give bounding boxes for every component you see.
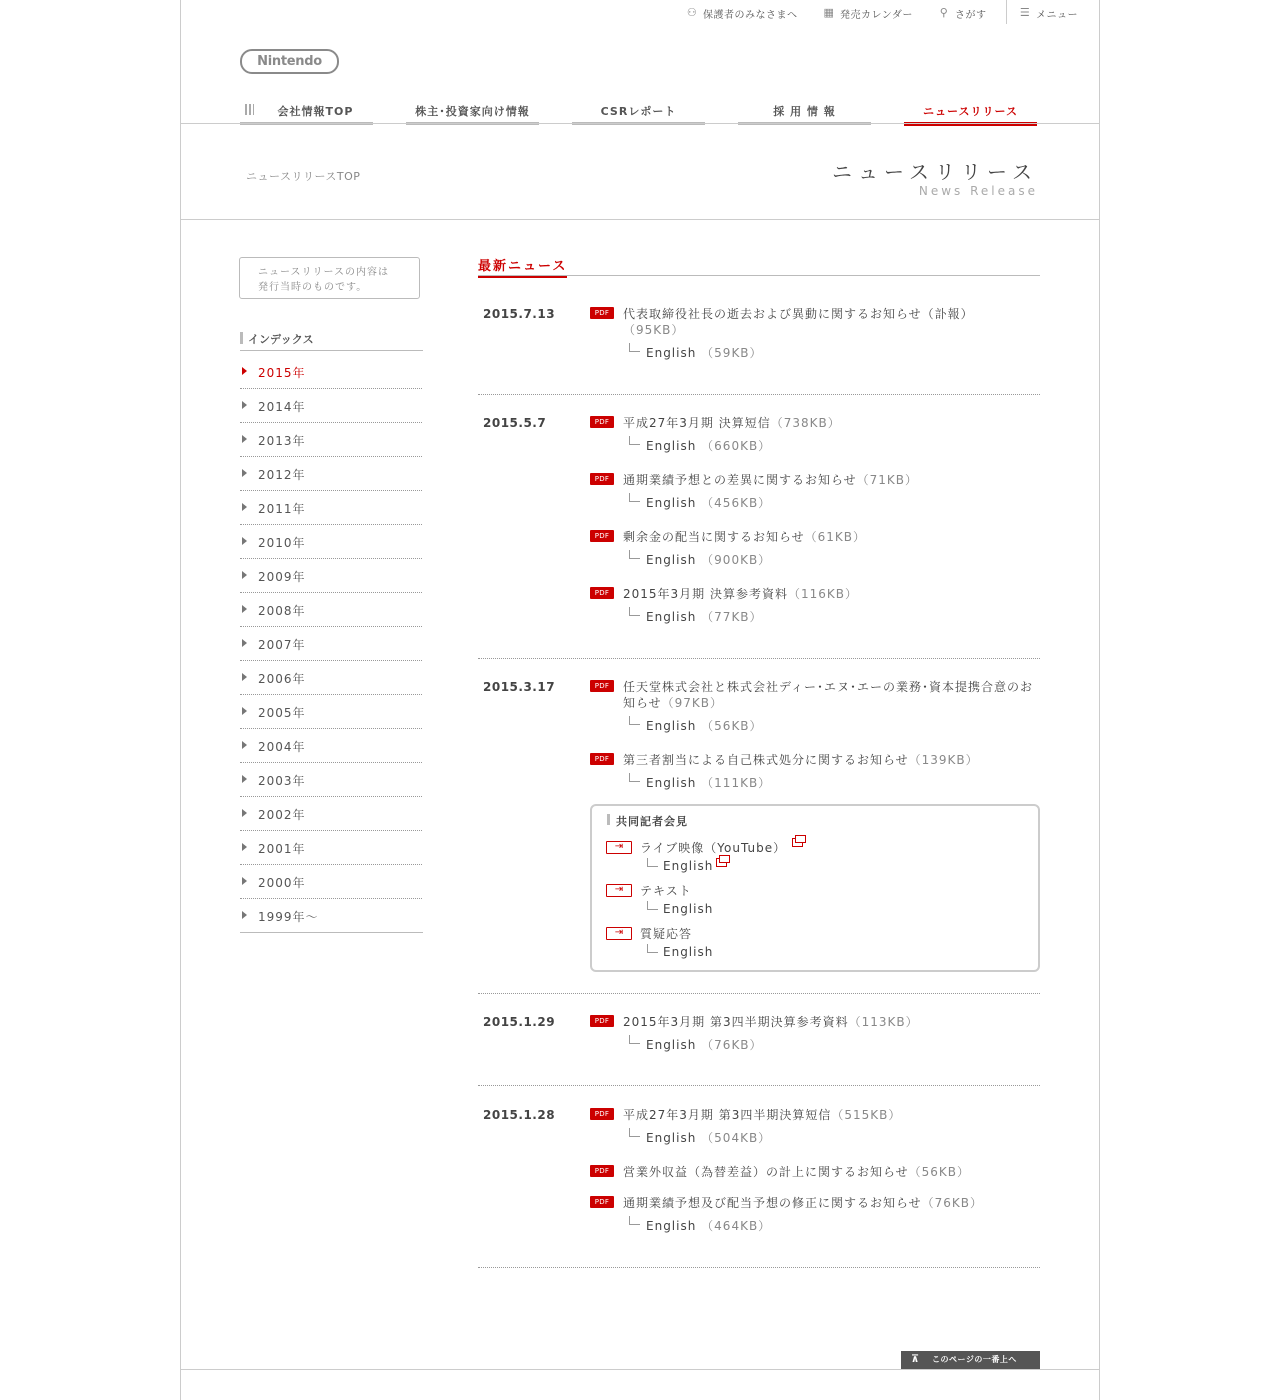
year-label: 2000年	[258, 876, 306, 890]
year-link-2008[interactable]	[240, 593, 422, 627]
file-size: （738KB）	[770, 416, 841, 430]
news-item-link[interactable]	[623, 415, 983, 431]
title-rule	[181, 219, 1099, 220]
file-size: （71KB）	[856, 473, 919, 487]
news-item-title: 第三者割当による自己株式処分に関するお知らせ	[623, 753, 909, 767]
pdf-icon: PDF	[590, 1108, 614, 1120]
english-link[interactable]	[646, 717, 763, 734]
index-heading-text: インデックス	[248, 333, 314, 346]
news-item-link[interactable]	[623, 679, 1035, 711]
header-rule	[181, 123, 1099, 124]
triangle-right-icon	[242, 707, 247, 715]
year-link-2003[interactable]	[240, 763, 422, 797]
news-item-title: 平成27年3月期 第3四半期決算短信	[623, 1108, 832, 1122]
file-size: （61KB）	[804, 530, 867, 544]
year-link-2009[interactable]	[240, 559, 422, 593]
pdf-icon: PDF	[590, 587, 614, 599]
pdf-icon: PDF	[590, 753, 614, 765]
english-link[interactable]	[646, 437, 771, 454]
year-link-1999[interactable]	[240, 899, 422, 933]
triangle-right-icon	[242, 605, 247, 613]
year-link-2002[interactable]	[240, 797, 422, 831]
sub-elbow	[647, 901, 658, 910]
year-label: 2014年	[258, 400, 306, 414]
year-label: 2011年	[258, 502, 306, 516]
guardians-label: 保護者のみなさまへ	[703, 9, 798, 21]
dotted-separator	[478, 394, 1040, 395]
year-link-2001[interactable]	[240, 831, 422, 865]
year-label: 2002年	[258, 808, 306, 822]
english-link[interactable]	[646, 551, 771, 568]
menu-label: メニュー	[1036, 9, 1078, 21]
pdf-icon: PDF	[590, 473, 614, 485]
pdf-icon: PDF	[590, 1165, 614, 1177]
external-window-icon	[716, 858, 727, 867]
year-link-2012[interactable]	[240, 457, 422, 491]
file-size: （76KB）	[701, 1038, 763, 1052]
year-label: 2015年	[258, 366, 306, 380]
english-label: English	[646, 496, 697, 510]
english-link[interactable]	[646, 344, 763, 361]
sub-elbow	[647, 858, 658, 867]
page-top-label: このページの一番上へ	[932, 1355, 1017, 1364]
year-label: 2005年	[258, 706, 306, 720]
triangle-right-icon	[242, 775, 247, 783]
year-label: 2004年	[258, 740, 306, 754]
index-heading	[240, 330, 423, 351]
triangle-right-icon	[242, 367, 247, 375]
guardians-link[interactable]	[686, 5, 798, 21]
news-item-title: 2015年3月期 決算参考資料	[623, 587, 788, 601]
file-size: （76KB）	[921, 1196, 984, 1210]
pdf-icon: PDF	[590, 1196, 614, 1208]
search-link[interactable]	[938, 5, 987, 21]
notice-line: 発行当時のものです。	[258, 282, 368, 293]
gnav-label: CSRレポート	[600, 105, 677, 118]
pdf-icon: PDF	[590, 530, 614, 542]
sub-elbow	[629, 1128, 640, 1137]
dotted-separator	[478, 1085, 1040, 1086]
dotted-separator	[478, 1267, 1040, 1268]
year-link-2006[interactable]	[240, 661, 422, 695]
sub-elbow	[629, 1035, 640, 1044]
menu-link[interactable]	[1019, 5, 1078, 21]
sub-elbow	[629, 343, 640, 352]
year-label: 2009年	[258, 570, 306, 584]
pdf-icon: PDF	[590, 1015, 614, 1027]
sub-elbow	[629, 1216, 640, 1225]
year-label: 2012年	[258, 468, 306, 482]
pdf-icon: PDF	[590, 416, 614, 428]
text-english-link[interactable]: English	[663, 902, 714, 916]
file-size: （660KB）	[701, 439, 772, 453]
live-video-link[interactable]	[640, 839, 803, 856]
file-size: （95KB）	[623, 323, 685, 337]
news-date: 2015.1.28	[483, 1108, 556, 1122]
file-size: （515KB）	[831, 1108, 902, 1122]
year-link-2007[interactable]	[240, 627, 422, 661]
news-item-title: 平成27年3月期 決算短信	[623, 416, 771, 430]
menu-icon: ☰	[1019, 6, 1031, 19]
file-size: （139KB）	[908, 753, 979, 767]
year-label: 2008年	[258, 604, 306, 618]
file-size: （111KB）	[701, 776, 772, 790]
english-label: English	[646, 346, 697, 360]
sub-elbow	[629, 550, 640, 559]
section-title: 最新ニュース	[478, 255, 567, 278]
file-size: （113KB）	[848, 1015, 919, 1029]
news-item-link[interactable]	[623, 1014, 983, 1030]
news-item-link[interactable]	[623, 1195, 1035, 1211]
joint-press-title: 共同記者会見	[616, 815, 688, 828]
logo-text: Nintendo	[257, 54, 322, 69]
triangle-right-icon	[242, 911, 247, 919]
live-video-label: ライブ映像（YouTube）	[640, 841, 787, 855]
news-item-link[interactable]	[623, 529, 983, 545]
news-date: 2015.7.13	[483, 307, 556, 321]
news-date: 2015.3.17	[483, 680, 556, 694]
calendar-link[interactable]	[823, 5, 913, 21]
file-size: （900KB）	[701, 553, 772, 567]
triangle-right-icon	[242, 843, 247, 851]
sub-elbow	[629, 773, 640, 782]
english-label: English	[646, 1219, 697, 1233]
news-item-title: 通期業績予想との差異に関するお知らせ	[623, 473, 857, 487]
nintendo-logo[interactable]	[240, 49, 339, 74]
triangle-right-icon	[242, 673, 247, 681]
year-label: 2007年	[258, 638, 306, 652]
news-item-title: 剰余金の配当に関するお知らせ	[623, 530, 805, 544]
triangle-right-icon	[242, 741, 247, 749]
gnav-label: 株主･投資家向け情報	[415, 105, 530, 118]
file-size: （56KB）	[701, 719, 763, 733]
triangle-right-icon	[242, 537, 247, 545]
file-size: （97KB）	[661, 696, 724, 710]
building-icon	[245, 104, 254, 115]
triangle-right-icon	[242, 809, 247, 817]
sub-elbow	[629, 716, 640, 725]
english-link[interactable]	[646, 494, 771, 511]
english-link[interactable]	[646, 608, 763, 625]
english-label: English	[646, 1131, 697, 1145]
sub-elbow	[629, 493, 640, 502]
english-link[interactable]	[646, 1217, 771, 1234]
qa-english-link[interactable]: English	[663, 945, 714, 959]
arrow-up-icon: ⊼	[911, 1354, 920, 1365]
sub-elbow	[629, 607, 640, 616]
year-link-2004[interactable]	[240, 729, 422, 763]
heading-marker	[240, 332, 243, 344]
calendar-label: 発売カレンダー	[840, 9, 913, 21]
triangle-right-icon	[242, 401, 247, 409]
triangle-right-icon	[242, 571, 247, 579]
pdf-icon: PDF	[590, 307, 614, 319]
calendar-icon: ▦	[823, 6, 835, 19]
year-label: 2010年	[258, 536, 306, 550]
year-link-2015[interactable]	[240, 355, 422, 389]
news-item-link[interactable]	[623, 1164, 1035, 1180]
triangle-right-icon	[242, 435, 247, 443]
triangle-right-icon	[242, 639, 247, 647]
year-label: 1999年～	[258, 910, 319, 924]
gnav-label: 会社情報TOP	[277, 105, 354, 118]
search-icon: ⚲	[939, 6, 949, 19]
utility-divider	[1006, 0, 1007, 24]
news-item-link[interactable]	[623, 1107, 983, 1123]
section-rule	[478, 275, 1040, 276]
index-bottom-rule	[240, 932, 423, 933]
year-link-2014[interactable]	[240, 389, 422, 423]
file-size: （504KB）	[701, 1131, 772, 1145]
breadcrumb[interactable]: ニュースリリースTOP	[246, 170, 361, 183]
page-subtitle: News Release	[918, 184, 1038, 198]
arrow-right-icon: ⇥	[606, 927, 632, 940]
gnav-label: ニュースリリース	[923, 105, 1018, 118]
qa-link[interactable]: 質疑応答	[640, 927, 693, 941]
pdf-icon: PDF	[590, 680, 614, 692]
news-item-link[interactable]	[623, 586, 983, 602]
year-link-2000[interactable]	[240, 865, 422, 899]
notice-box	[239, 257, 420, 299]
text-link[interactable]: テキスト	[640, 884, 692, 898]
person-icon: ⚇	[686, 6, 698, 19]
news-item-title: 2015年3月期 第3四半期決算参考資料	[623, 1015, 849, 1029]
news-item-title: 代表取締役社長の逝去および異動に関するお知らせ（訃報）	[623, 307, 974, 321]
sub-elbow	[647, 944, 658, 953]
file-size: （456KB）	[701, 496, 772, 510]
year-label: 2003年	[258, 774, 306, 788]
arrow-right-icon: ⇥	[606, 884, 632, 897]
news-item-title: 営業外収益（為替差益）の計上に関するお知らせ	[623, 1165, 909, 1179]
external-window-icon	[792, 838, 803, 847]
file-size: （77KB）	[701, 610, 763, 624]
year-link-2013[interactable]	[240, 423, 422, 457]
gnav-label: 採 用 情 報	[773, 105, 836, 118]
heading-marker	[607, 814, 610, 825]
english-link[interactable]	[646, 774, 771, 791]
year-label: 2001年	[258, 842, 306, 856]
news-item-link[interactable]	[623, 472, 983, 488]
news-item-title: 任天堂株式会社と株式会社ディー･エヌ･エーの業務･資本提携合意のお知らせ	[623, 680, 1034, 710]
file-size: （116KB）	[788, 587, 859, 601]
english-link[interactable]	[646, 1036, 763, 1053]
search-label: さがす	[955, 9, 987, 21]
triangle-right-icon	[242, 877, 247, 885]
english-label: English	[646, 553, 697, 567]
english-label: English	[646, 439, 697, 453]
year-link-2011[interactable]	[240, 491, 422, 525]
year-link-2005[interactable]	[240, 695, 422, 729]
triangle-right-icon	[242, 469, 247, 477]
arrow-right-icon: ⇥	[606, 841, 632, 854]
year-link-2010[interactable]	[240, 525, 422, 559]
year-label: 2006年	[258, 672, 306, 686]
notice-line: ニュースリリースの内容は	[258, 267, 389, 278]
year-label: 2013年	[258, 434, 306, 448]
footer-rule	[181, 1369, 1099, 1370]
file-size: （56KB）	[908, 1165, 971, 1179]
news-date: 2015.1.29	[483, 1015, 556, 1029]
file-size: （464KB）	[701, 1219, 772, 1233]
news-date: 2015.5.7	[483, 416, 547, 430]
english-label: English	[646, 610, 697, 624]
dotted-separator	[478, 658, 1040, 659]
english-label: English	[646, 776, 697, 790]
news-item-title: 通期業績予想及び配当予想の修正に関するお知らせ	[623, 1196, 922, 1210]
sub-elbow	[629, 436, 640, 445]
page-title: ニュースリリース	[832, 160, 1038, 184]
english-label: English	[646, 1038, 697, 1052]
news-item-link[interactable]	[623, 306, 973, 338]
news-item-link[interactable]	[623, 752, 1035, 768]
english-label: English	[663, 859, 714, 873]
dotted-separator	[478, 993, 1040, 994]
english-link[interactable]	[646, 1129, 771, 1146]
page-top-button[interactable]	[901, 1351, 1040, 1369]
file-size: （59KB）	[701, 346, 763, 360]
live-video-english-link[interactable]	[663, 859, 727, 873]
triangle-right-icon	[242, 503, 247, 511]
english-label: English	[646, 719, 697, 733]
